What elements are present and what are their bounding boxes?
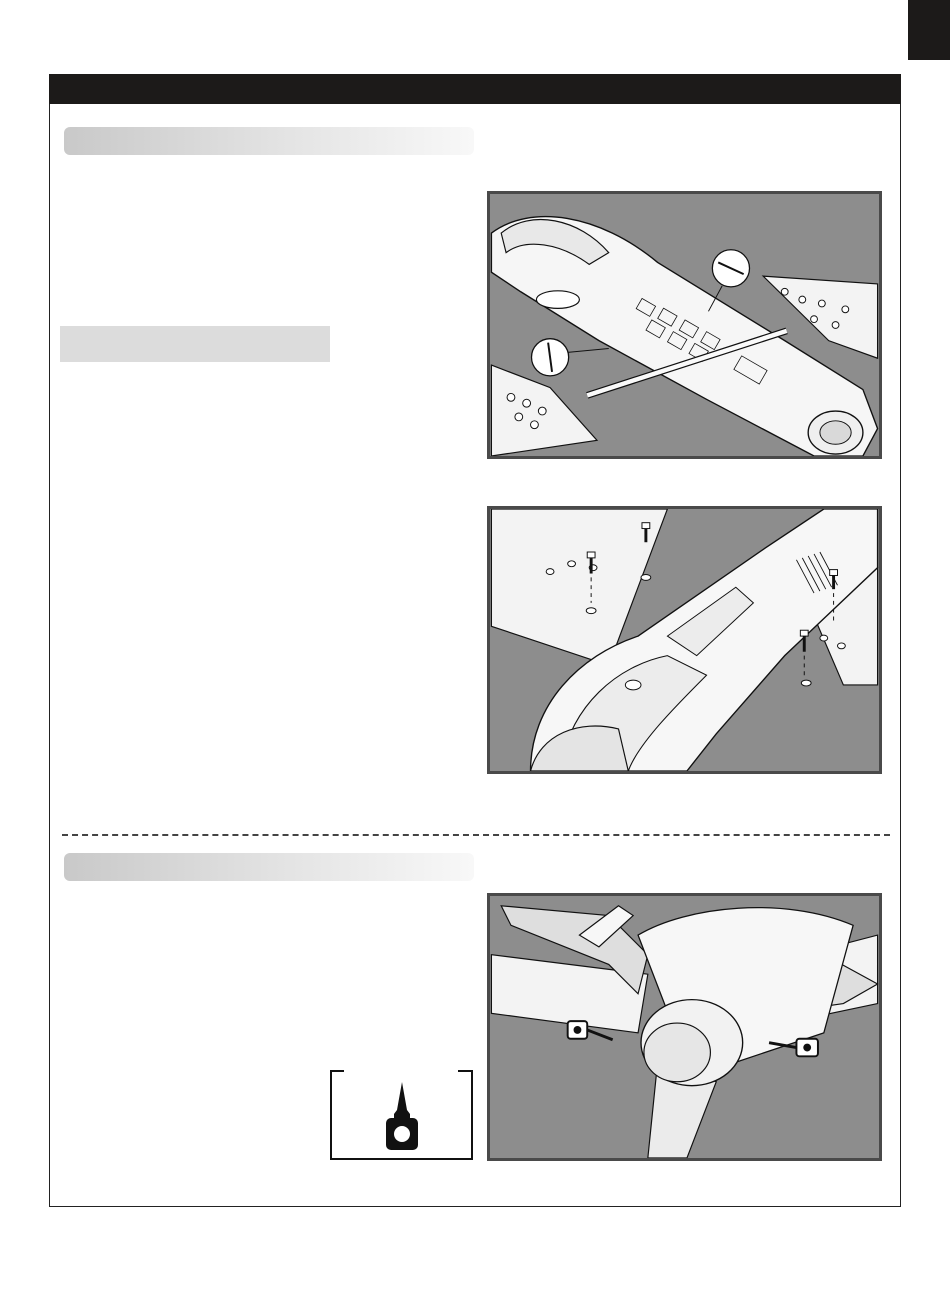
figure-tail bbox=[487, 893, 882, 1161]
tail-illustration bbox=[490, 896, 879, 1158]
install-wing-heading-bar bbox=[64, 127, 474, 155]
bottle-nozzle bbox=[394, 1082, 410, 1118]
wing-screws-illustration bbox=[490, 509, 879, 771]
air-intake bbox=[536, 291, 579, 309]
section-title-bar bbox=[49, 74, 901, 104]
bottle-label bbox=[394, 1126, 410, 1142]
access-hatch bbox=[625, 680, 641, 690]
wing-sub-heading-bar bbox=[60, 326, 330, 362]
page-corner-tab bbox=[908, 0, 950, 60]
callout-leader-left bbox=[568, 348, 609, 352]
section-divider bbox=[62, 834, 890, 836]
wing-tube-illustration bbox=[490, 194, 879, 456]
engine-nozzle-inner bbox=[820, 421, 851, 444]
threadlock-callout bbox=[330, 1070, 473, 1160]
figure-wing-tube bbox=[487, 191, 882, 459]
figure-wing-screws bbox=[487, 506, 882, 774]
install-tail-heading-bar bbox=[64, 853, 474, 881]
engine-nozzle-inner bbox=[644, 1023, 710, 1082]
threadlock-bottle-icon bbox=[330, 1070, 473, 1160]
